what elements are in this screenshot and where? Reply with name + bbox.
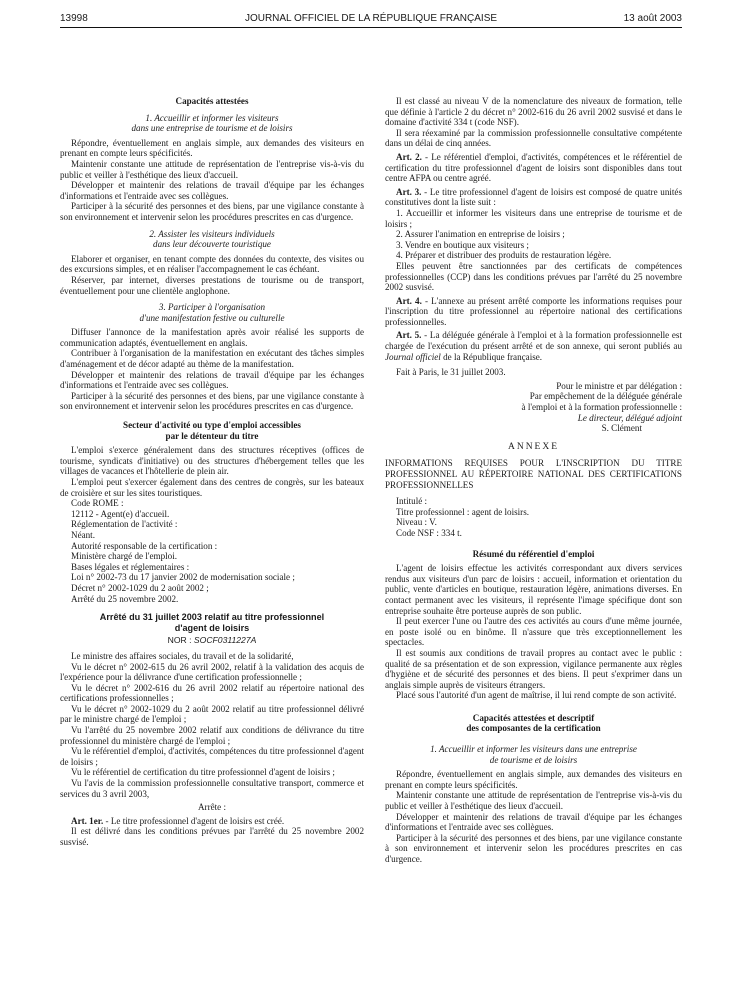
nor-code: SOCF0311227A [193, 635, 257, 646]
section-3-heading [60, 302, 364, 323]
unit-item: 3. Vendre en boutique aux visiteurs ; [396, 239, 529, 250]
paragraph: Diffuser l'annonce de la manifestation après avoir réalisé les supports de communication adaptés, éventuellement en anglais. [60, 327, 364, 348]
resume-title: Résumé du référentiel d'emploi [472, 548, 595, 559]
paragraph: Vu l'avis de la commission professionnelle consultative transport, commerce et services du 3 avril 2003, [60, 778, 364, 799]
page-number: 13998 [60, 13, 88, 24]
paragraph: Vu le référentiel de certification du titre professionnel d'agent de loisirs ; [71, 767, 335, 778]
paragraph: Il est soumis aux conditions de travail propres au contact avec le public : qualité de sa présentation et de son expression, vigilance permanente aux règles d'hygiène et de sécurité des personnes et des biens. Il peut s'exprimer dans un anglais simple auprès de visiteurs étrangers. [385, 647, 682, 690]
signature-block [385, 381, 682, 434]
capacites-descriptif-subtitle: des composantes de la certification [466, 723, 601, 734]
rome-value: 12112 - Agent(e) d'accueil. [71, 508, 170, 519]
article-4 [385, 296, 682, 328]
annexe-title: ANNEXE [507, 441, 560, 452]
info-title: INFORMATIONS REQUISES POUR L'INSCRIPTION DU TITRE PROFESSIONNEL AU RÉPERTOIRE NATIONAL DES CERTIFICATIONS PROFESSIONNELLES [385, 458, 682, 490]
paragraph: Vu le référentiel d'emploi, d'activités, compétences du titre professionnel d'agent de loisirs ; [60, 746, 364, 767]
signatory-name: S. Clément [601, 423, 642, 434]
bases-item: Arrêté du 25 novembre 2002. [71, 593, 179, 604]
paragraph: Il est délivré dans les conditions prévues par l'arrêté du 25 novembre 2002 susvisé. [60, 826, 364, 847]
arrete-title-line-2: d'agent de loisirs [174, 622, 250, 633]
article-1-label: Art. 1er. [71, 815, 104, 826]
intitule-label: Intitulé : [396, 496, 428, 507]
paragraph: Participer à la sécurité des personnes et des biens, par une vigilance constante à son environnement et intervenir selon les procédures prescrites en cas d'urgence. [60, 390, 364, 412]
header-rule [60, 27, 682, 28]
paragraph: Il peut exercer l'une ou l'autre des ces activités au cours d'une même journée, en poste isolé ou en binôme. Il n'assure que très exceptionnellement les spectacles. [385, 616, 682, 648]
paragraph: Développer et maintenir des relations de travail d'équipe par les échanges d'informations et l'entraide avec ses collègues. [60, 180, 364, 201]
article-5 [385, 330, 682, 362]
article-5-text: - La déléguée générale à l'emploi et à la formation professionnelle est chargée de l'exécution du présent arrêté et de son annexe, qui seront publiés au [385, 330, 682, 352]
section-2-subtitle: dans leur découverte touristique [153, 239, 271, 250]
paragraph: Développer et maintenir des relations de travail d'équipe par les échanges d'informations et l'entraide avec ses collègues. [60, 369, 364, 391]
paragraph: Il sera réexaminé par la commission professionnelle consultative compétente dans un délai de cinq années. [385, 127, 682, 149]
paragraph: Vu le décret n° 2002-615 du 26 avril 2002, relatif à la validation des acquis de l'expérience pour la délivrance d'une certification professionnelle ; [60, 661, 364, 683]
section-3-title: 3. Participer à l'organisation [158, 302, 266, 313]
section-2-title: 2. Assister les visiteurs individuels [149, 228, 275, 239]
rome-label: Code ROME : [71, 498, 124, 509]
paragraph: Elles peuvent être sanctionnées par des certificats de compétences professionnelles (CCP) dans les conditions prévues par l'arrêté du 25 novembre 2002 susvisé. [385, 260, 682, 293]
journal-officiel-ref: Journal officiel [385, 351, 441, 362]
arrete-word: Arrête : [197, 802, 227, 813]
paragraph: Maintenir constante une attitude de représentation de l'entreprise vis-à-vis du public et veiller à l'esthétique des lieux d'accueil. [60, 158, 364, 180]
niveau-value: Niveau : V. [396, 517, 437, 528]
paragraph: Vu l'arrêté du 25 novembre 2002 relatif aux conditions de délivrance du titre professionnel du ministère chargé de l'emploi ; [60, 725, 364, 746]
autorite-value: Ministère chargé de l'emploi. [71, 551, 178, 562]
arrete-title [60, 612, 364, 633]
component-1-subtitle: de tourisme et de loisirs [489, 754, 578, 765]
article-3-text: - Le titre professionnel d'agent de loisirs est composé de quatre unités constitutives dont la liste suit : [385, 186, 683, 208]
paragraph: L'emploi peut s'exercer également dans des centres de congrès, sur les bateaux de croisière et sur les sites touristiques. [60, 477, 364, 498]
article-2 [385, 152, 682, 184]
arrete-title-line-1: Arrêté du 31 juillet 2003 relatif au titre professionnel [99, 612, 325, 623]
nsf-value: Code NSF : 334 t. [396, 527, 462, 538]
paragraph: Vu le décret n° 2002-1029 du 2 août 2002 relatif au titre professionnel délivré par le ministre chargé de l'emploi ; [60, 703, 364, 725]
paragraph: Placé sous l'autorité d'un agent de maîtrise, il lui rend compte de son activité. [396, 690, 677, 701]
capacites-title: Capacités attestées [175, 96, 249, 106]
capacites-descriptif-title: Capacités attestées et descriptif [472, 712, 595, 723]
unit-item: 1. Accueillir et informer les visiteurs dans une entreprise de tourisme et de loisirs ; [385, 207, 682, 229]
section-1-heading [60, 113, 364, 134]
article-2-label: Art. 2. [396, 151, 422, 162]
signature-line: Le directeur, délégué adjoint [577, 412, 682, 423]
nor-label: NOR : [167, 635, 192, 646]
paragraph: Maintenir constante une attitude de représentation de l'entreprise vis-à-vis du public et veiller à l'esthétique des lieux d'accueil. [385, 790, 682, 812]
paragraph: Développer et maintenir des relations de travail d'équipe par les échanges d'informations et l'entraide avec ses collègues. [385, 811, 682, 833]
article-3-label: Art. 3. [396, 186, 422, 197]
article-4-label: Art. 4. [396, 295, 422, 306]
component-1-heading [385, 744, 682, 765]
article-1-text: - Le titre professionnel d'agent de loisirs est créé. [103, 815, 285, 826]
paragraph: L'agent de loisirs effectue les activités correspondant aux divers services rendus aux visiteurs d'un parc de loisirs : accueil, information et orientation du public, vente d'articles en boutique, restauration légère, animations diverses. En contact permanent avec les visiteurs, il représente l'image spécifique dont son entreprise souhaite être porteuse auprès de son public. [385, 563, 682, 616]
unit-item: 4. Préparer et distribuer des produits de restauration légère. [396, 250, 612, 261]
reglementation-value: Néant. [71, 529, 95, 540]
fait-a-paris: Fait à Paris, le 31 juillet 2003. [396, 367, 506, 378]
paragraph: Répondre, éventuellement en anglais simple, aux demandes des visiteurs en prenant en compte leurs spécificités. [60, 137, 364, 159]
paragraph: Participer à la sécurité des personnes et des biens, par une vigilance constante à son environnement et intervenir selon les procédures prescrites en cas d'urgence. [60, 201, 364, 222]
article-1 [60, 816, 364, 827]
section-2-heading [60, 229, 364, 250]
article-5-label: Art. 5. [396, 330, 422, 341]
article-4-text: - L'annexe au présent arrêté comporte les informations requises pour l'inscription du titre professionnel au répertoire national des certifications professionnelles. [385, 295, 683, 327]
article-3 [385, 187, 682, 208]
article-2-text: - Le référentiel d'emploi, d'activités, compétences et le référentiel de certification du titre professionnel d'agent de loisirs sont disponibles dans tout centre AFPA ou centre agréé. [385, 151, 682, 184]
right-column [385, 96, 682, 865]
paragraph: Elaborer et organiser, en tenant compte des données du contexte, des visites ou des excursions simples, et en réaliser l'accompagnement le cas échéant. [60, 253, 364, 275]
bases-label: Bases légales et réglementaires : [71, 561, 190, 572]
bases-item: Loi n° 2002-73 du 17 janvier 2002 de modernisation sociale ; [71, 572, 295, 583]
paragraph: Il est classé au niveau V de la nomenclature des niveaux de formation, telle que définie à l'article 2 du décret n° 2002-616 du 26 avril 2002 susvisé et dans le domaine d'activité 334 t (code NSF). [385, 96, 682, 128]
bases-item: Décret n° 2002-1029 du 2 août 2002 ; [71, 582, 209, 593]
paragraph: Participer à la sécurité des personnes et des biens, par une vigilance constante à son environnement et intervenir selon les procédures prescrites en cas d'urgence. [385, 832, 682, 864]
secteur-title: Secteur d'activité ou type d'emploi accessibles [123, 420, 301, 431]
secteur-subtitle: par le détenteur du titre [165, 430, 259, 441]
paragraph: Vu le décret n° 2002-616 du 26 avril 2002 relatif au répertoire national des certifications professionnelles ; [60, 682, 364, 704]
component-1-title: 1. Accueillir et informer les visiteurs dans une entreprise [430, 744, 637, 755]
issue-date: 13 août 2003 [623, 13, 682, 24]
reglementation-label: Réglementation de l'activité : [71, 519, 178, 530]
left-column [60, 92, 364, 848]
titre-value: Titre professionnel : agent de loisirs. [396, 506, 530, 517]
paragraph: L'emploi s'exerce généralement dans des structures réceptives (offices de tourisme, syndicats d'initiative) ou des structures d'hébergement telles que les villages de vacances et l'hôtellerie de plein air. [60, 445, 364, 477]
signature-line: Pour le ministre et par délégation : [556, 380, 682, 391]
signature-line: Par empêchement de la déléguée générale [529, 391, 682, 402]
paragraph: Réserver, par internet, diverses prestations de tourisme ou de transport, éventuellement pour une clientèle anglophone. [60, 274, 364, 296]
paragraph: Répondre, éventuellement en anglais simple, aux demandes des visiteurs en prenant en compte leurs spécificités. [385, 769, 682, 790]
journal-title: JOURNAL OFFICIEL DE LA RÉPUBLIQUE FRANÇAISE [244, 13, 498, 24]
unit-item: 2. Assurer l'animation en entreprise de loisirs ; [396, 229, 565, 240]
section-3-subtitle: d'une manifestation festive ou culturelle [139, 312, 285, 323]
autorite-label: Autorité responsable de la certification : [71, 540, 218, 551]
section-1-subtitle: dans une entreprise de tourisme et de loisirs [131, 123, 293, 134]
paragraph: Le ministre des affaires sociales, du travail et de la solidarité, [71, 650, 294, 661]
paragraph: Contribuer à l'organisation de la manifestation en exécutant des tâches simples d'aménagement et de décor adapté au thème de la manifestation. [60, 348, 364, 370]
signature-line: à l'emploi et à la formation professionnelle : [521, 402, 682, 413]
section-1-title: 1. Accueillir et informer les visiteurs [145, 112, 279, 123]
nor-reference [60, 635, 364, 646]
article-5-text-end: de la République française. [440, 351, 543, 362]
